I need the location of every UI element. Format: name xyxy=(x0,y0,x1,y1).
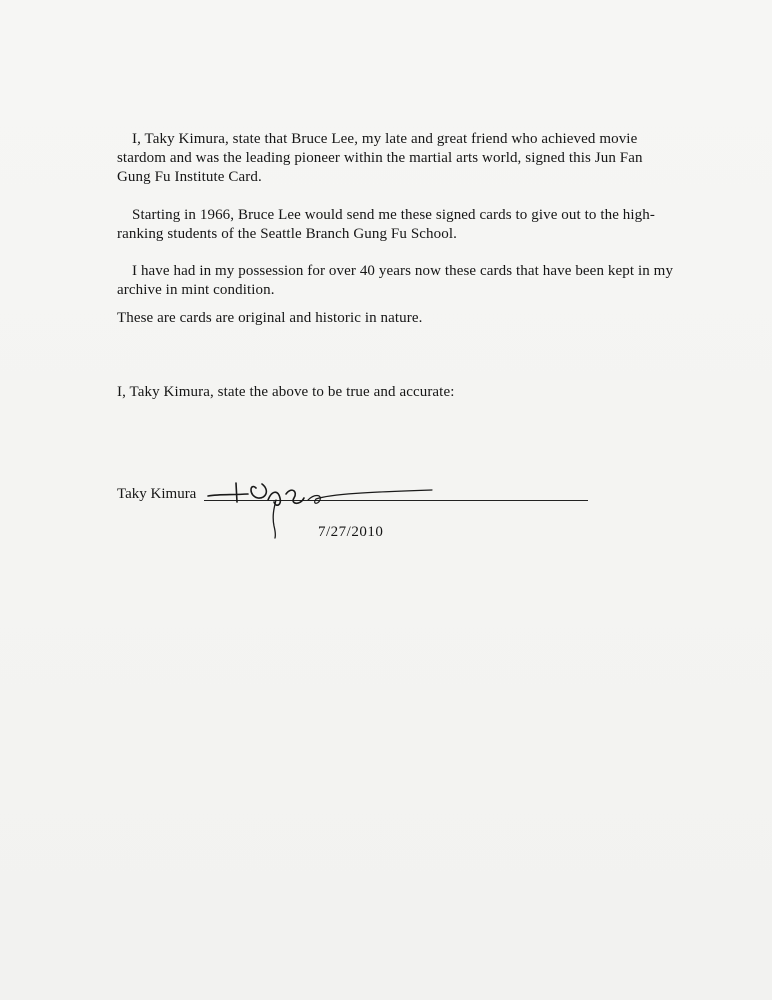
attestation-paragraph: I, Taky Kimura, state the above to be true and accurate: xyxy=(117,384,455,400)
possession-paragraph: I have had in my possession for over 40 years now these cards that have been kept in my archive in mint condition. xyxy=(117,263,674,298)
signature-date: 7/27/2010 xyxy=(318,524,384,540)
authenticity-paragraph: These are cards are original and historic in nature. xyxy=(117,310,423,326)
statement-paragraph: I, Taky Kimura, state that Bruce Lee, my late and great friend who achieved movie stardom and was the leading pioneer within the martial arts world, signed this Jun Fan Gung Fu Institute Card. xyxy=(117,131,643,185)
signatory-name: Taky Kimura xyxy=(117,486,197,502)
history-paragraph: Starting in 1966, Bruce Lee would send me these signed cards to give out to the high-ranking students of the Seattle Branch Gung Fu School. xyxy=(117,207,655,242)
